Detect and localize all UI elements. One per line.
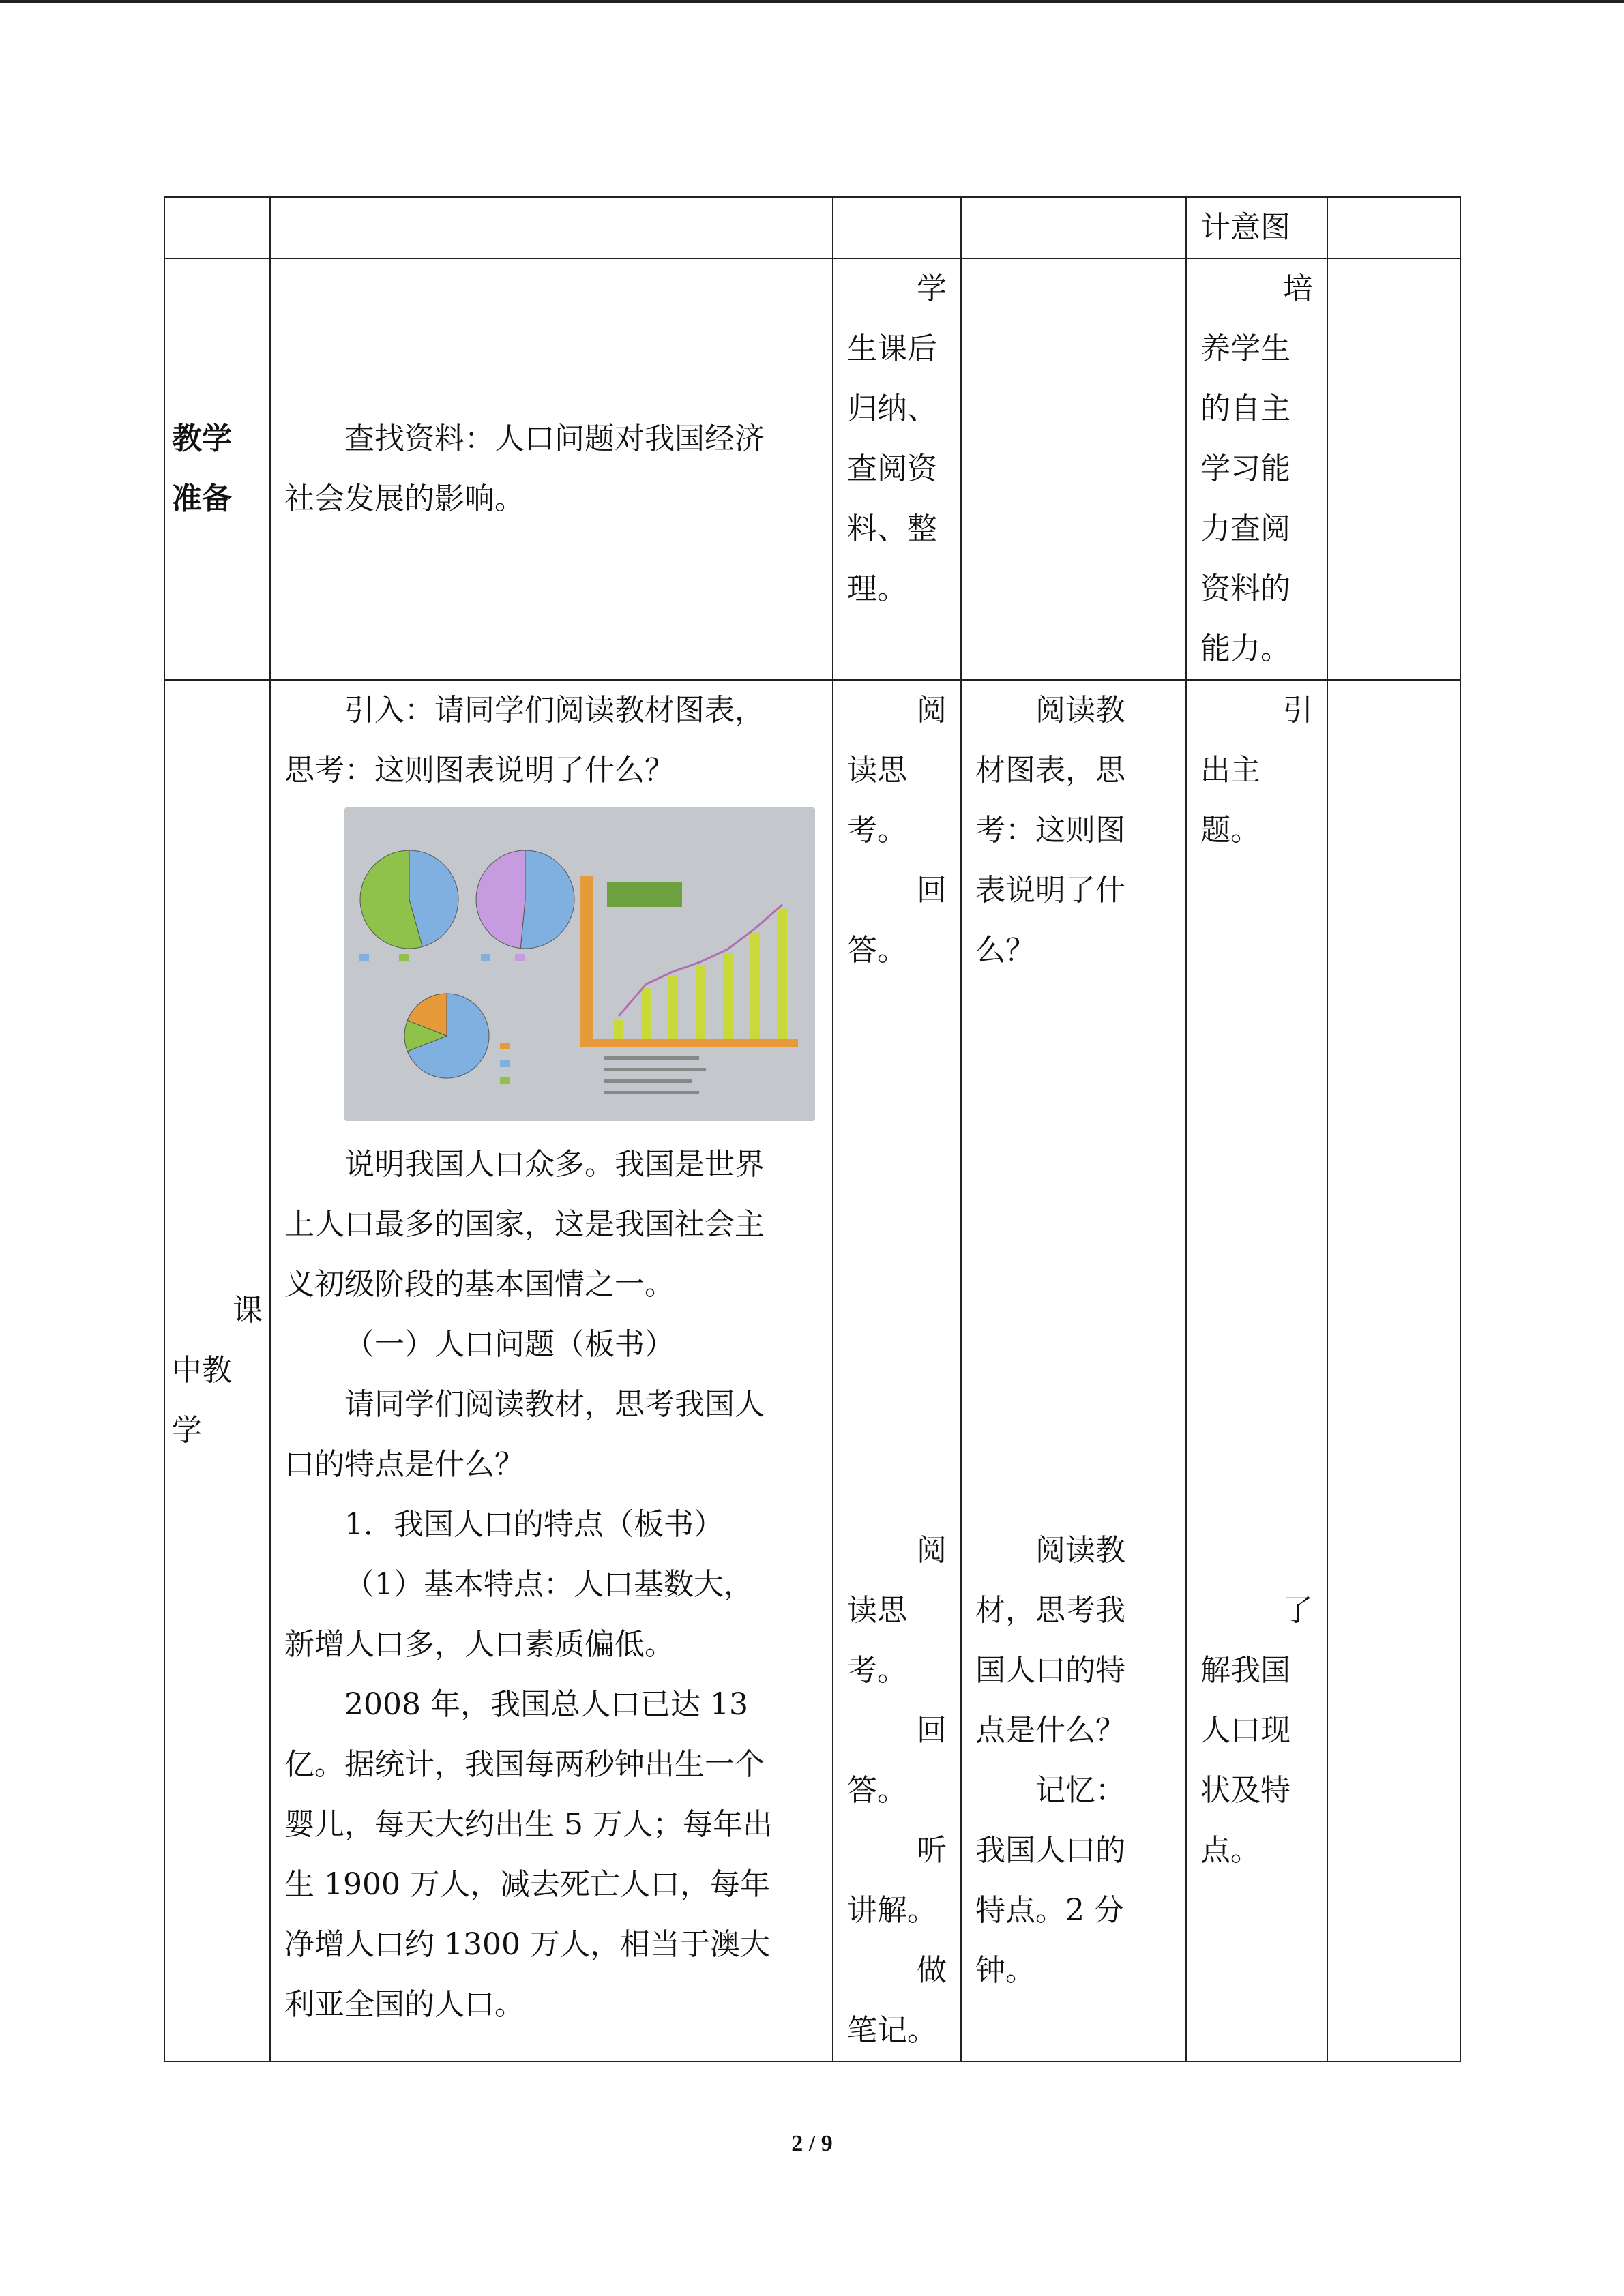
student-line: 归纳、: [847, 391, 937, 426]
intent-line: 能力。: [1200, 631, 1290, 666]
student-line: 笔记。: [847, 2013, 937, 2048]
content-line: 请同学们阅读教材，思考我国人: [344, 1387, 765, 1422]
label-line: 教学: [172, 421, 232, 456]
teacher-line: 么？: [975, 933, 1035, 968]
intent-line: 引: [1283, 693, 1313, 728]
bar: [723, 953, 733, 1039]
label-line: 课: [233, 1293, 263, 1328]
cell-student-activity: [833, 680, 961, 2061]
cell-empty: [270, 197, 833, 258]
pie-chart-3: [404, 994, 489, 1078]
intent-line: 解我国: [1200, 1653, 1290, 1688]
pie-chart-2: [476, 850, 574, 949]
cell-design-intent-continued: [1186, 197, 1327, 258]
spacer: [1200, 861, 1313, 1581]
intent-line: 资料的: [1200, 571, 1290, 606]
content-line: 利亚全国的人口。: [284, 1987, 525, 2022]
table-row-preparation: [164, 258, 1460, 680]
intent-line: 点。: [1200, 1833, 1260, 1868]
section-label-preparation: [164, 258, 270, 680]
cell-empty: [1327, 258, 1460, 680]
content-line: 2008 年，我国总人口已达 13: [344, 1687, 748, 1722]
legend-swatch: [359, 954, 369, 961]
legend-swatch: [481, 954, 490, 961]
teacher-line: 特点。2 分: [975, 1893, 1124, 1928]
student-line: 理。: [847, 571, 907, 606]
content-line: 上人口最多的国家，这是我国社会主: [284, 1207, 765, 1242]
content-line: 口的特点是什么？: [284, 1447, 525, 1482]
student-line: 回: [917, 873, 947, 908]
cell-in-class-content: [270, 680, 833, 2061]
student-line: 答。: [847, 1773, 907, 1808]
intent-line: 题。: [1200, 813, 1260, 848]
content-line: 查找资料：人口问题对我国经济: [344, 421, 765, 456]
intent-line: 的自主: [1200, 391, 1290, 426]
content-line: 婴儿，每天大约出生 5 万人；每年出: [284, 1807, 773, 1842]
student-line: 阅: [917, 1533, 947, 1568]
content-line: （1）基本特点：人口基数大，: [344, 1567, 754, 1602]
top-border-line: [0, 0, 1624, 3]
student-line: 读思: [847, 1593, 907, 1628]
student-line: 读思: [847, 753, 907, 788]
student-line: 讲解。: [847, 1893, 937, 1928]
intent-line: 出主: [1200, 753, 1260, 788]
bar: [614, 1020, 623, 1039]
teacher-line: 我国人口的: [975, 1833, 1125, 1868]
content-line: 新增人口多，人口素质偏低。: [284, 1627, 675, 1662]
legend-swatch: [500, 1043, 510, 1049]
content-line: 义初级阶段的基本国情之一。: [284, 1267, 675, 1302]
bar: [778, 909, 787, 1039]
label-line: 中教: [172, 1353, 232, 1388]
content-line: 1．我国人口的特点（板书）: [344, 1507, 724, 1542]
cell-empty: [833, 197, 961, 258]
teacher-line: 国人口的特: [975, 1653, 1125, 1688]
cell-design-intent: [1186, 680, 1327, 2061]
student-line: 考。: [847, 1653, 907, 1688]
student-line: 料、整: [847, 511, 937, 546]
design-intent-text: 计意图: [1200, 210, 1290, 245]
legend-swatch: [500, 1077, 510, 1084]
student-line: 查阅资: [847, 451, 937, 486]
student-line: 听: [917, 1833, 947, 1868]
note-line: [604, 1079, 692, 1083]
content-line: 思考：这则图表说明了什么？: [284, 753, 675, 788]
student-line: 生课后: [847, 331, 937, 366]
bar: [696, 966, 705, 1039]
student-line: 学: [917, 271, 947, 306]
teacher-line: 表说明了什: [975, 873, 1125, 908]
teacher-line: 阅读教: [1035, 1533, 1125, 1568]
teacher-line: 阅读教: [1035, 693, 1125, 728]
note-line: [604, 1056, 699, 1060]
legend-swatch: [500, 1060, 510, 1067]
textbook-chart-photo: [344, 807, 815, 1121]
intent-line: 人口现: [1200, 1713, 1290, 1748]
cell-design-intent: [1186, 258, 1327, 680]
teacher-line: 记忆：: [1035, 1773, 1125, 1808]
cell-teacher-activity: [961, 680, 1186, 2061]
bar: [668, 976, 678, 1039]
content-line: 说明我国人口众多。我国是世界: [344, 1147, 765, 1182]
content-line: 亿。据统计，我国每两秒钟出生一个: [284, 1747, 765, 1782]
cell-student-activity: [833, 258, 961, 680]
teacher-line: 钟。: [975, 1953, 1035, 1988]
content-line: 引入：请同学们阅读教材图表，: [344, 693, 765, 728]
table-row-continued: [164, 197, 1460, 258]
spacer: [847, 981, 947, 1521]
student-line: 阅: [917, 693, 947, 728]
bar: [750, 933, 760, 1039]
bar-chart-title-box: [607, 882, 682, 907]
intent-line: 培: [1283, 271, 1313, 306]
cell-empty: [961, 258, 1186, 680]
bar-chart-axis: [580, 1039, 798, 1047]
teacher-line: 点是什么？: [975, 1713, 1125, 1748]
lesson-plan-table-wrapper: [164, 196, 1460, 2062]
lesson-plan-table: [164, 196, 1461, 2062]
content-line: 社会发展的影响。: [284, 481, 525, 516]
content-line: （一）人口问题（板书）: [344, 1327, 675, 1362]
page-number: 2 / 9: [791, 2131, 833, 2156]
intent-line: 力查阅: [1200, 511, 1290, 546]
student-line: 做: [917, 1953, 947, 1988]
intent-line: 状及特: [1200, 1773, 1290, 1808]
cell-empty: [1327, 197, 1460, 258]
cell-empty: [164, 197, 270, 258]
cell-preparation-content: [270, 258, 833, 680]
note-line: [604, 1068, 706, 1071]
teacher-line: 材图表，思: [975, 753, 1125, 788]
teacher-line: 材，思考我: [975, 1593, 1125, 1628]
teacher-line: 考：这则图: [975, 813, 1125, 848]
intent-line: 学习能: [1200, 451, 1290, 486]
cell-empty: [1327, 680, 1460, 2061]
label-line: 准备: [172, 481, 232, 516]
legend-swatch: [515, 954, 525, 961]
table-row-in-class: [164, 680, 1460, 2061]
pie-chart-1: [360, 850, 458, 949]
section-label-in-class: [164, 680, 270, 2061]
intent-line: 养学生: [1200, 331, 1290, 366]
student-line: 考。: [847, 813, 907, 848]
content-line: 净增人口约 1300 万人，相当于澳大: [284, 1927, 770, 1962]
student-line: 答。: [847, 933, 907, 968]
intent-line: 了: [1283, 1593, 1313, 1628]
bar: [641, 988, 651, 1039]
bar-chart-axis: [580, 876, 593, 1046]
legend-swatch: [399, 954, 409, 961]
spacer: [975, 981, 1172, 1521]
student-line: 回: [917, 1713, 947, 1748]
label-line: 学: [172, 1413, 202, 1448]
cell-empty: [961, 197, 1186, 258]
chart-illustration: [344, 807, 815, 1121]
note-line: [604, 1091, 699, 1094]
content-line: 生 1900 万人，减去死亡人口，每年: [284, 1867, 770, 1902]
